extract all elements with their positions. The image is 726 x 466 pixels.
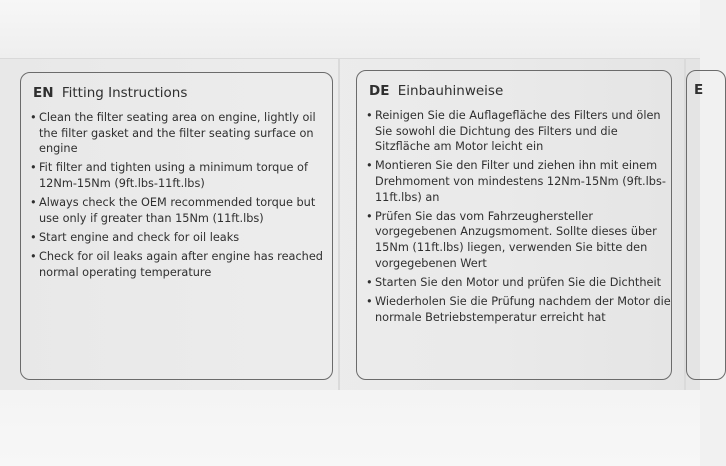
instruction-text: Start engine and check for oil leaks (39, 230, 240, 244)
bullet-point: • (30, 230, 37, 244)
list-item (30, 249, 335, 280)
instruction-text: Clean the filter seating area on engine, lightly oil the filter gasket and the filter seating surface on engine (39, 111, 316, 156)
english-instructions-panel (20, 72, 333, 380)
german-language-code: DE (369, 83, 390, 99)
background-bottom (0, 390, 700, 466)
list-item (30, 110, 335, 157)
instruction-text: Always check the OEM recommended torque but use only if greater than 15Nm (11ft.lbs) (39, 196, 316, 225)
background-top (0, 0, 700, 58)
list-item (30, 160, 335, 191)
list-item (366, 158, 675, 205)
bullet-point: • (30, 250, 37, 264)
list-item (366, 275, 675, 291)
bullet-point: • (30, 196, 37, 210)
list-item (366, 209, 675, 271)
bullet-point: • (366, 159, 373, 173)
english-panel-heading (33, 85, 187, 101)
german-panel-heading (369, 83, 503, 99)
bullet-point: • (366, 275, 373, 289)
third-language-code: E (694, 82, 704, 98)
instruction-text: Prüfen Sie das vom Fahrzeughersteller vorgegebenen Anzugsmoment. Sollte dieses über 15Nm (11ft.lbs) liegen, verwenden Sie bitte den vorgegebenen Wert (375, 209, 657, 270)
bullet-point: • (366, 209, 373, 223)
bullet-point: • (30, 111, 37, 124)
instruction-text: Fit filter and tighten using a minimum torque of 12Nm-15Nm (9ft.lbs-11ft.lbs) (39, 161, 308, 190)
list-item (366, 108, 675, 155)
third-language-panel-cropped (686, 70, 726, 380)
instruction-text: Reinigen Sie die Auflagefläche des Filters und ölen Sie sowohl die Dichtung des Filters und die Sitzfläche am Motor leicht ein (375, 109, 661, 154)
instruction-text: Wiederholen Sie die Prüfung nachdem der Motor die normale Betriebstemperatur erreicht hat (375, 294, 671, 324)
german-panel-title: Einbauhinweise (397, 83, 504, 99)
list-item (366, 294, 675, 325)
leaflet-fold-line (338, 58, 340, 390)
english-language-code: EN (33, 85, 54, 101)
list-item (30, 195, 335, 226)
instruction-text: Check for oil leaks again after engine has reached normal operating temperature (39, 250, 323, 279)
instruction-text: Montieren Sie den Filter und ziehen ihn mit einem Drehmoment von mindestens 12Nm-15Nm (9ft.lbs-11ft.lbs) an (375, 159, 666, 204)
german-instruction-list (366, 108, 675, 329)
bullet-point: • (366, 294, 373, 308)
bullet-point: • (30, 161, 37, 175)
bullet-point: • (366, 109, 373, 122)
list-item (30, 230, 335, 246)
english-instruction-list (30, 110, 335, 284)
english-panel-title: Fitting Instructions (61, 85, 188, 101)
german-instructions-panel (356, 70, 672, 380)
instruction-text: Starten Sie den Motor und prüfen Sie die Dichtheit (375, 275, 662, 289)
